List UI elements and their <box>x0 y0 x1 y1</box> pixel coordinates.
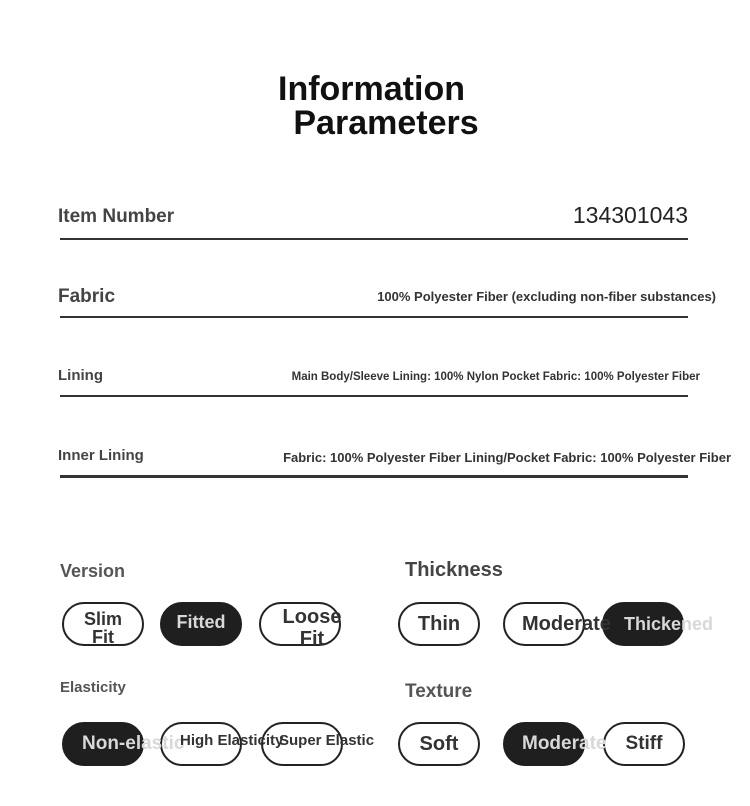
option-label: Fitted <box>176 612 226 632</box>
row-label: Fabric <box>58 286 116 307</box>
divider <box>60 395 688 397</box>
row-label: Lining <box>58 367 103 384</box>
option-label: Moderate <box>522 613 611 635</box>
option-moderate-texture[interactable] <box>503 722 607 766</box>
option-loose-fit[interactable] <box>259 602 342 650</box>
row-item-number <box>58 200 688 242</box>
option-label: Soft <box>419 733 459 755</box>
version-title: Version <box>60 561 126 581</box>
elasticity-title: Elasticity <box>60 679 126 696</box>
option-slim-fit[interactable] <box>62 602 144 646</box>
row-value: Main Body/Sleeve Lining: 100% Nylon Pocket Fabric: 100% Polyester Fiber <box>291 371 700 383</box>
option-moderate-thickness[interactable] <box>503 602 611 646</box>
page-title-line-2: Parameters <box>293 104 479 142</box>
option-label: High Elasticity <box>180 732 284 749</box>
option-stiff[interactable] <box>603 722 685 766</box>
row-lining <box>58 364 700 400</box>
row-value: 134301043 <box>572 202 688 228</box>
option-label: Non-elastic <box>82 733 185 754</box>
option-thickened[interactable] <box>602 602 714 646</box>
row-label: Inner Lining <box>58 447 144 464</box>
option-label: Slim Fit <box>83 609 122 647</box>
divider <box>60 316 688 318</box>
option-label: Super Elastic <box>279 732 375 749</box>
row-value: Fabric: 100% Polyester Fiber Lining/Pocket Fabric: 100% Polyester Fiber <box>283 450 731 465</box>
row-fabric <box>58 282 716 322</box>
texture-title: Texture <box>405 681 473 702</box>
option-soft[interactable] <box>398 722 480 766</box>
option-label: Moderate <box>522 733 607 754</box>
divider <box>60 475 688 478</box>
option-label: Loose Fit <box>282 606 342 650</box>
option-non-elastic[interactable] <box>62 722 185 766</box>
row-inner-lining <box>58 444 731 480</box>
divider <box>60 238 688 240</box>
option-thin[interactable] <box>398 602 480 646</box>
page-title <box>0 72 750 140</box>
row-label: Item Number <box>58 206 175 227</box>
option-fitted[interactable] <box>160 602 242 646</box>
row-value: 100% Polyester Fiber (excluding non-fiber substances) <box>377 289 716 304</box>
option-label: Stiff <box>625 733 663 754</box>
thickness-title: Thickness <box>405 559 503 581</box>
page-title-line-1: Information <box>278 70 465 108</box>
option-label: Thickened <box>624 614 714 634</box>
option-label: Thin <box>417 613 461 635</box>
